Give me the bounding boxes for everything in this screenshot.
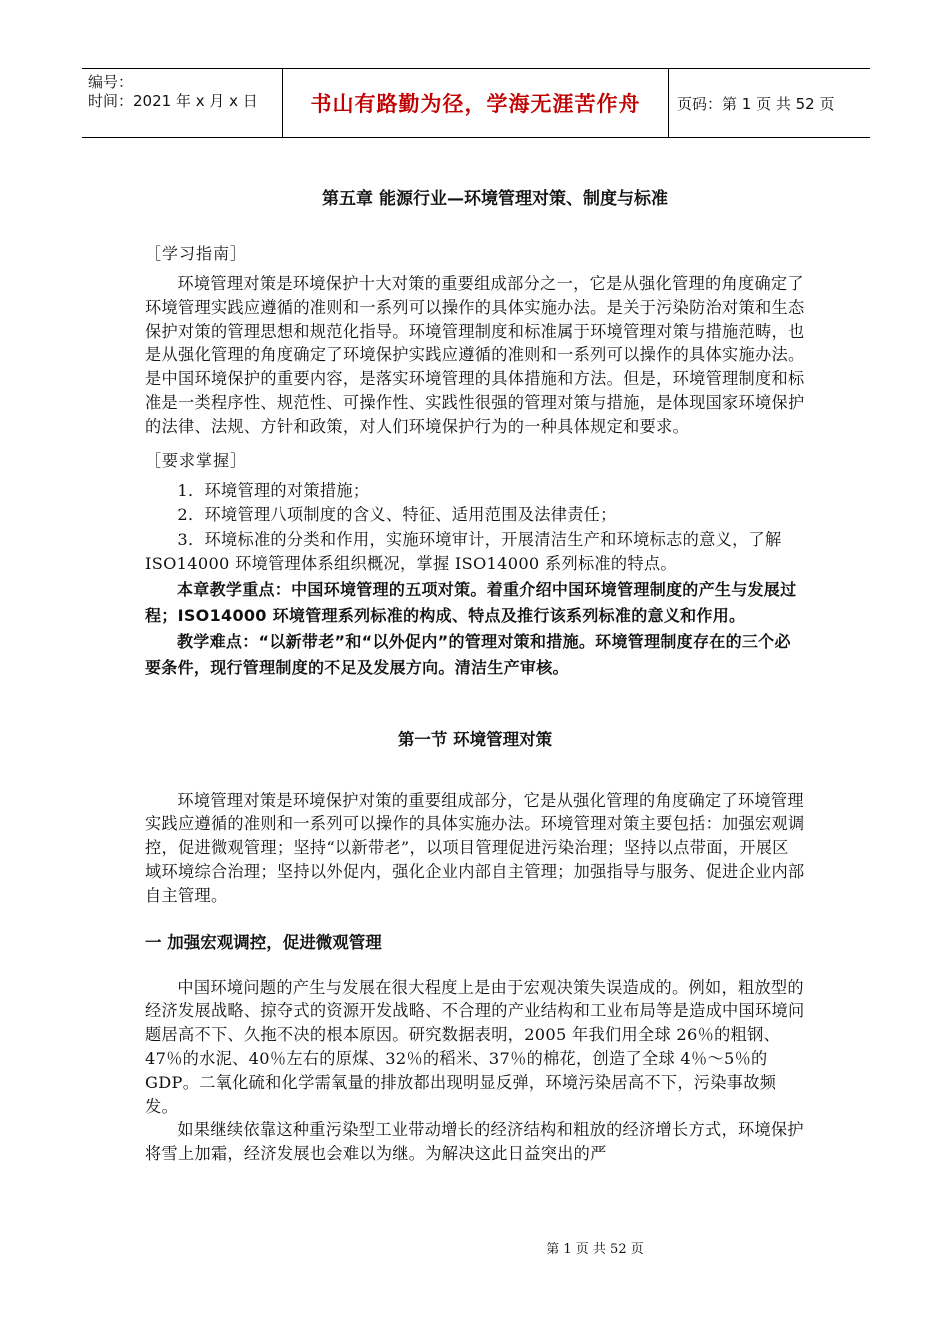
key-points: 本章教学重点：中国环境管理的五项对策。着重介绍中国环境管理制度的产生与发展过程；ISO14000 环境管理系列标准的构成、特点及推行该系列标准的意义和作用。 bbox=[145, 579, 797, 625]
page-footer: 第 1 页 共 52 页 bbox=[546, 1242, 644, 1257]
subsection-paragraph-2: 如果继续依靠这种重污染型工业带动增长的经济结构和粗放的经济增长方式，环境保护将雪上加霜，经济发展也会难以为继。为解决这此日益突出的严 bbox=[145, 1120, 804, 1164]
header-page-info: 页码：第 1 页 共 52 页 bbox=[677, 94, 835, 113]
document-body bbox=[145, 184, 805, 1166]
subsection-paragraph-1: 中国环境问题的产生与发展在很大程度上是由于宏观决策失误造成的。例如，粗放型的经济发展战略、掠夺式的资源开发战略、不合理的产业结构和工业布局等是造成中国环境问题居高不下、久拖不决的根本原因。研究数据表明，2005 年我们用全球 26％的粗钢、47％的水泥、40％左右的原煤、32％的稻米、37％的棉花，创造了全球 4％～5％的 GDP。二氧化硫和化学需氧量的排放都出现明显反弹，环境污染居高不下，污染事故频发。 bbox=[145, 977, 805, 1116]
page-header bbox=[82, 68, 870, 138]
guide-paragraph: 环境管理对策是环境保护十大对策的重要组成部分之一，它是从强化管理的角度确定了环境管理实践应遵循的准则和一系列可以操作的具体实施办法。是关于污染防治对策和生态保护对策的管理思想和规范化指导。环境管理制度和标准属于环境管理对策与措施范畴，也是从强化管理的角度确定了环境保护实践应遵循的准则和一系列可以操作的具体实施办法。是中国环境保护的重要内容，是落实环境管理的具体措施和方法。但是，环境管理制度和标准是一类程序性、规范性、可操作性、实践性很强的管理对策与措施，是体现国家环境保护的法律、法规、方针和政策，对人们环境保护行为的一种具体规定和要求。 bbox=[145, 274, 805, 436]
section-intro: 环境管理对策是环境保护对策的重要组成部分，它是从强化管理的角度确定了环境管理实践应遵循的准则和一系列可以操作的具体实施办法。环境管理对策主要包括：加强宏观调控，促进微观管理；坚持“以新带老”，以项目管理促进污染治理；坚持以点带面，开展区域环境综合治理；坚持以外促内，强化企业内部自主管理；加强指导与服务、促进企业内部自主管理。 bbox=[145, 790, 805, 905]
section-title: 第一节 环境管理对策 bbox=[397, 729, 553, 749]
require-item-2: 2．环境管理八项制度的含义、特征、适用范围及法律责任； bbox=[177, 505, 617, 525]
header-number: 编号： bbox=[88, 73, 134, 91]
header-motto: 书山有路勤为径，学海无涯苦作舟 bbox=[282, 69, 669, 137]
header-meta bbox=[88, 73, 258, 111]
require-item-1: 1．环境管理的对策措施； bbox=[177, 480, 370, 500]
guide-label: ［学习指南］ bbox=[145, 244, 248, 263]
require-item-3: 3．环境标准的分类和作用，实施环境审计，开展清洁生产和环境标志的意义，了解 ISO14000 环境管理体系组织概况，掌握 ISO14000 系列标准的特点。 bbox=[145, 529, 782, 574]
subsection-title: 一 加强宏观调控，促进微观管理 bbox=[145, 932, 382, 952]
difficult-points: 教学难点：“以新带老”和“以外促内”的管理对策和措施。环境管理制度存在的三个必要条件，现行管理制度的不足及发展方向。清洁生产审核。 bbox=[145, 631, 791, 677]
header-time: 时间：2021 年 x 月 x 日 bbox=[88, 92, 258, 110]
chapter-title: 第五章 能源行业—环境管理对策、制度与标准 bbox=[322, 189, 668, 209]
require-label: ［要求掌握］ bbox=[145, 450, 248, 470]
